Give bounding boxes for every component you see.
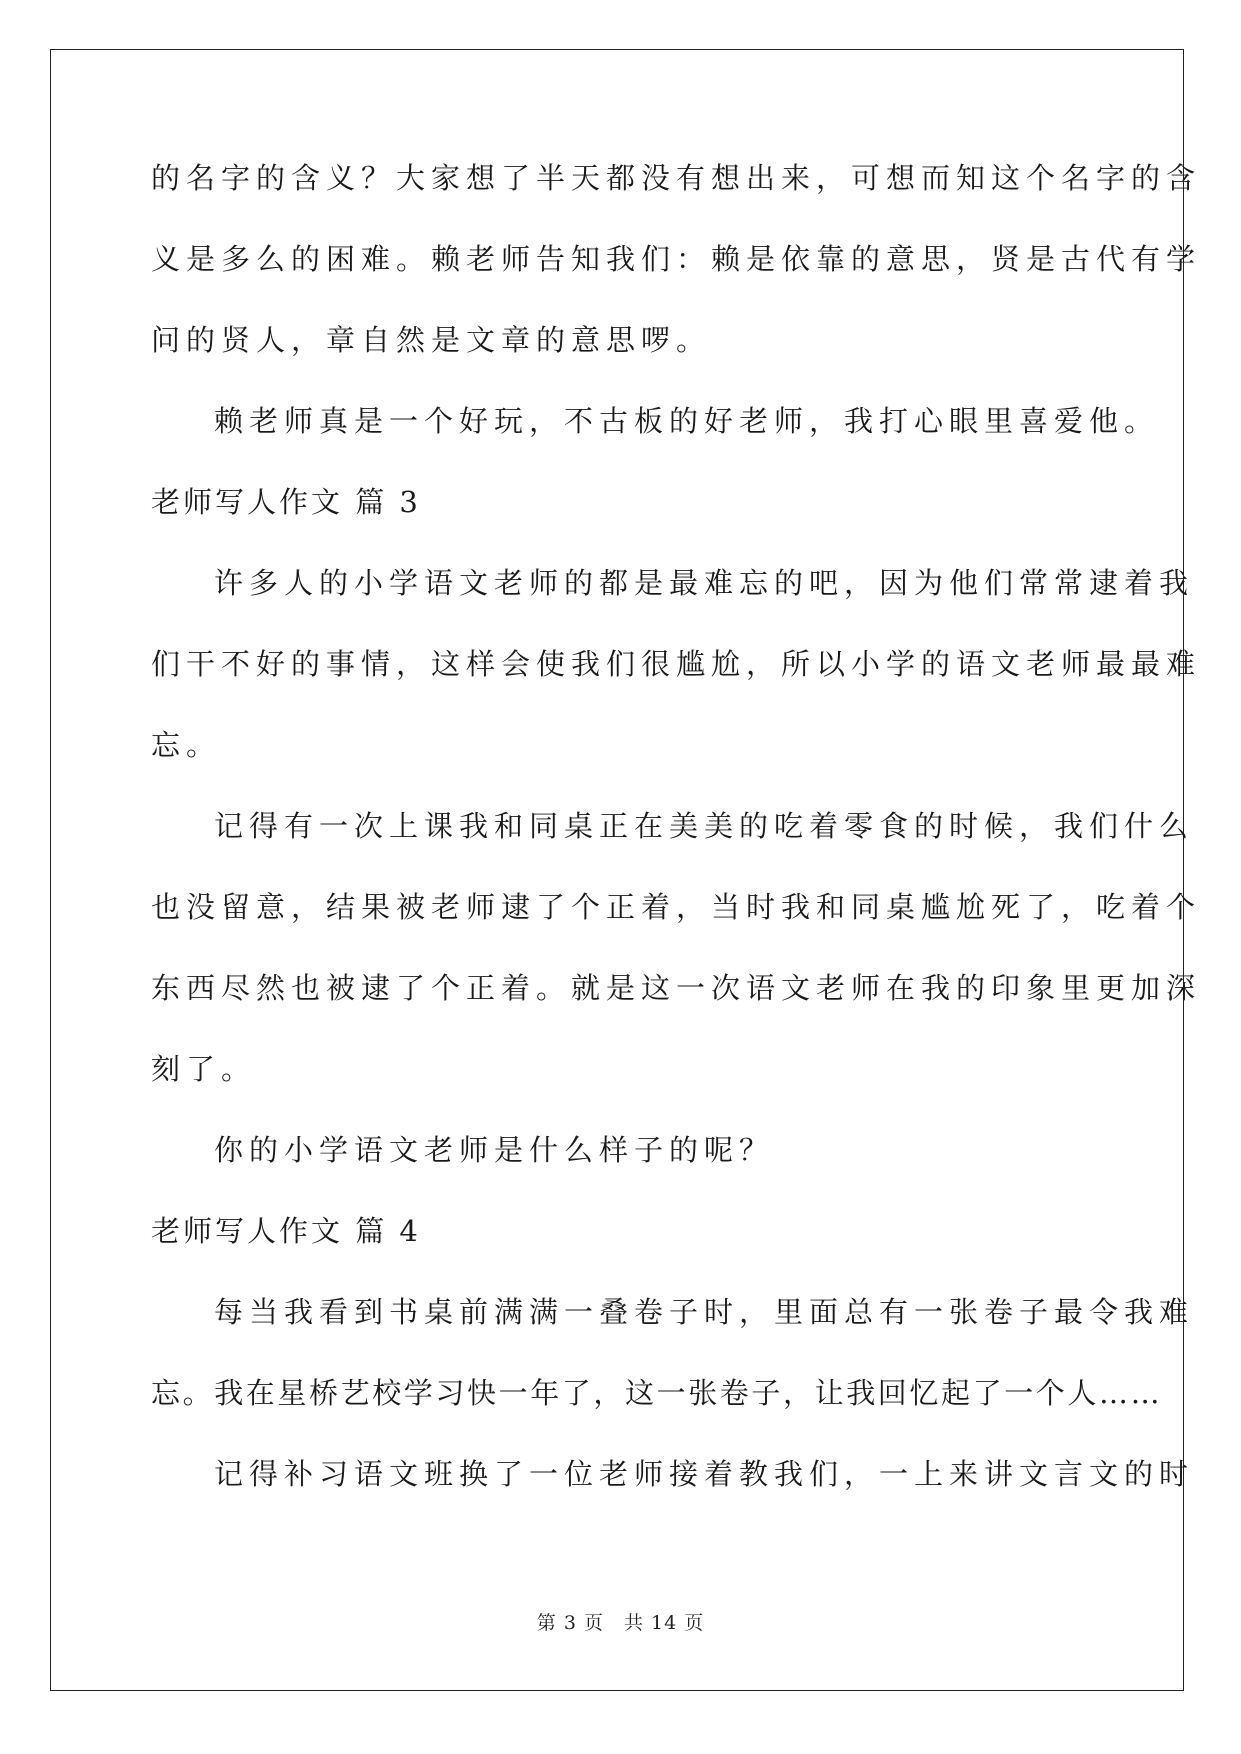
paragraph-line: 忘。 xyxy=(151,728,222,762)
paragraph-line: 刻了。 xyxy=(151,1052,257,1086)
page-number: 第 3 页 xyxy=(536,1612,604,1634)
section-heading: 老师写人作文 篇 4 xyxy=(151,1214,421,1248)
paragraph-line: 的名字的含义？大家想了半天都没有想出来，可想而知这个名字的含 xyxy=(151,161,1202,195)
paragraph-line: 你的小学语文老师是什么样子的呢？ xyxy=(214,1133,775,1167)
paragraph-line: 们干不好的事情，这样会使我们很尴尬，所以小学的语文老师最最难 xyxy=(151,647,1202,681)
paragraph-line: 赖老师真是一个好玩，不古板的好老师，我打心眼里喜爱他。 xyxy=(214,404,1160,438)
paragraph-line: 也没留意，结果被老师逮了个正着，当时我和同桌尴尬死了，吃着个 xyxy=(151,890,1202,924)
section-heading: 老师写人作文 篇 3 xyxy=(151,485,421,519)
paragraph-line: 记得有一次上课我和同桌正在美美的吃着零食的时候，我们什么 xyxy=(214,809,1195,843)
paragraph-line: 问的贤人，章自然是文章的意思啰。 xyxy=(151,323,712,357)
page-footer xyxy=(0,1608,1241,1635)
document-body xyxy=(151,161,1202,1540)
paragraph-line: 记得补习语文班换了一位老师接着教我们，一上来讲文言文的时 xyxy=(214,1457,1195,1491)
paragraph-line: 许多人的小学语文老师的都是最难忘的吧，因为他们常常逮着我 xyxy=(214,566,1195,600)
paragraph-line: 义是多么的困难。赖老师告知我们：赖是依靠的意思，贤是古代有学 xyxy=(151,242,1202,276)
paragraph-line: 忘。我在星桥艺校学习快一年了，这一张卷子，让我回忆起了一个人…… xyxy=(151,1376,1163,1410)
page-total: 共 14 页 xyxy=(623,1612,705,1634)
paragraph-line: 每当我看到书桌前满满一叠卷子时，里面总有一张卷子最令我难 xyxy=(214,1295,1195,1329)
paragraph-line: 东西尽然也被逮了个正着。就是这一次语文老师在我的印象里更加深 xyxy=(151,971,1202,1005)
